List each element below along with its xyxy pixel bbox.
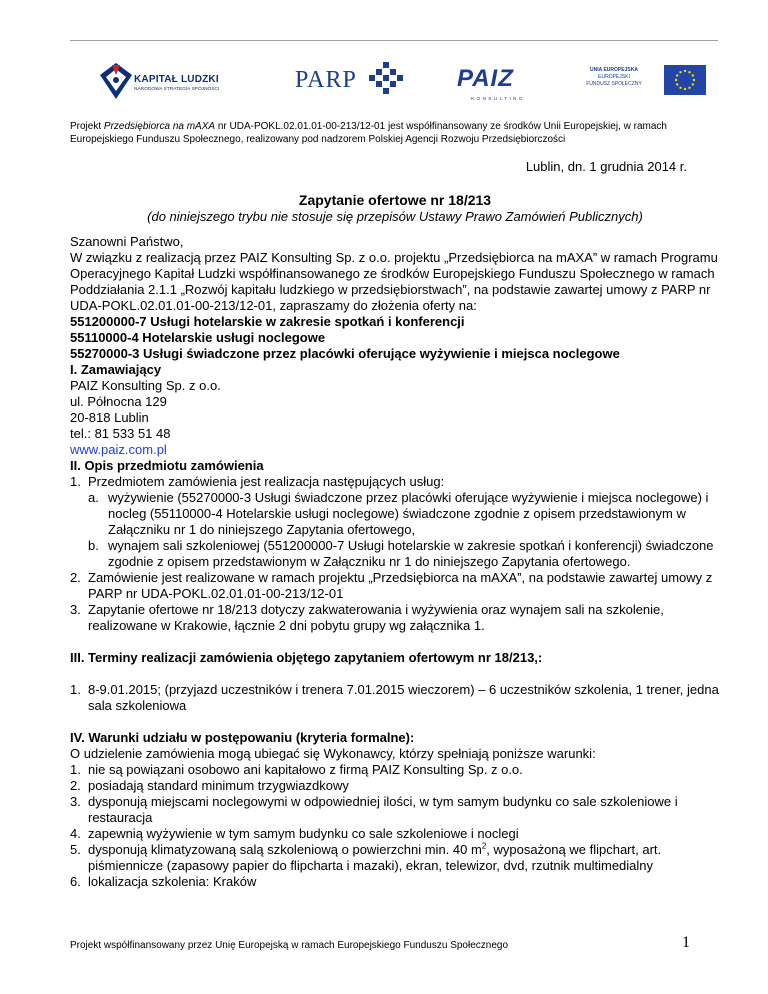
contractor-name: PAIZ Konsulting Sp. z o.o. xyxy=(70,378,221,393)
funding-note-project-name: Przedsiębiorca na mAXA xyxy=(103,121,216,132)
eu-star-icon xyxy=(684,70,686,72)
document-date: Lublin, dn. 1 grudnia 2014 r. xyxy=(525,159,687,174)
eu-star-icon xyxy=(692,74,694,76)
greeting: Szanowni Państwo, xyxy=(70,234,184,249)
eu-star-icon xyxy=(684,88,686,90)
eu-star-icon xyxy=(676,74,678,76)
document-title: Zapytanie ofertowe nr 18/213 xyxy=(298,192,492,208)
funding-note-rest: nr UDA-POKL.02.01.01-00-213/12-01 jest współfinansowany ze środków Unii Europejskiej, w ramach Europejskiego Funduszu Społecznego, realizowany pod nadzorem Polskiej Agencji Rozwoju Przedsiębiorczości xyxy=(70,121,667,145)
top-rule xyxy=(70,40,718,41)
section-4-intro: O udzielenie zamówienia mogą ubiegać się Wykonawcy, którzy spełniają poniższe warunki: xyxy=(70,746,596,761)
eu-star-icon xyxy=(676,83,678,85)
eu-logo-line3: FUNDUSZ SPOŁECZNY xyxy=(586,81,642,87)
document-body xyxy=(70,234,730,890)
page-number: 1 xyxy=(682,934,690,951)
contractor-city: 20-818 Lublin xyxy=(70,410,149,425)
section-4-item-2: 2. posiadają standard minimum trzygwiazdkowy xyxy=(70,778,349,793)
section-3-item-1: 1. 8-9.01.2015; (przyjazd uczestników i trenera 7.01.2015 wieczorem) – 6 uczestników szkolenia, 1 trener, jedna sala szkoleniowa xyxy=(70,682,719,713)
section-2-sub-item-a: a. wyżywienie (55270000-3 Usługi świadczone przez placówki oferujące wyżywienie i miejsca noclegowe) i nocleg (55110000-4 Hotelarskie usługi noclegowe) świadczone zgodnie z opisem przedstawionym w Załączniku nr 1 do niniejszego Zapytania ofertowego, xyxy=(88,490,709,537)
kapital-ludzki-title: KAPITAŁ LUDZKI xyxy=(134,74,219,85)
parp-logo-text: PARP xyxy=(295,67,357,93)
section-4-heading: IV. Warunki udziału w postępowaniu (kryteria formalne): xyxy=(70,730,415,745)
parp-emblem-icon xyxy=(369,61,403,95)
eu-star-icon xyxy=(693,79,695,81)
contractor-street: ul. Północna 129 xyxy=(70,394,167,409)
section-4-item-3: 3. dysponują miejscami noclegowymi w odpowiedniej ilości, w tym samym budynku co sale szkoleniowe i restauracja xyxy=(70,794,678,825)
spacer xyxy=(70,634,730,650)
eu-logo-text xyxy=(580,67,648,88)
contractor-phone: tel.: 81 533 51 48 xyxy=(70,426,171,441)
eu-logo-line1: UNIA EUROPEJSKA xyxy=(590,67,638,73)
funding-note-prefix: Projekt xyxy=(70,121,104,132)
section-2-sub-item-b: b. wynajem sali szkoleniowej (551200000-7 Usługi hotelarskie w zakresie spotkań i konferencji) świadczone zgodnie z opisem przedstawionym w Załączniku nr 1 do niniejszego Zapytania ofertowego. xyxy=(88,538,714,569)
cpv-code-3: 55270000-3 Usługi świadczone przez placówki oferujące wyżywienie i miejsca noclegowe xyxy=(70,346,620,361)
eu-star-icon xyxy=(675,79,677,81)
section-4-item-4: 4. zapewnią wyżywienie w tym samym budynku co sale szkoleniowe i noclegi xyxy=(70,826,519,841)
document-subtitle: (do niniejszego trybu nie stosuje się przepisów Ustawy Prawo Zamówień Publicznych) xyxy=(147,209,643,224)
eu-flag-icon xyxy=(664,65,706,95)
page-footer: Projekt współfinansowany przez Unię Europejską w ramach Europejskiego Funduszu Społecznego xyxy=(70,940,509,951)
cpv-code-2: 55110000-4 Hotelarskie usługi noclegowe xyxy=(70,330,326,345)
section-2-item-3: 3. Zapytanie ofertowe nr 18/213 dotyczy zakwaterowania i wyżywienia oraz wynajem sali na szkolenie, realizowane w Krakowie, łącznie 2 dni pobytu grupy wg załącznika 1. xyxy=(70,602,664,633)
spacer xyxy=(70,666,730,682)
section-3-heading: III. Terminy realizacji zamówienia objętego zapytaniem ofertowym nr 18/213,: xyxy=(70,650,543,665)
section-2-heading: II. Opis przedmiotu zamówienia xyxy=(70,458,264,473)
spacer xyxy=(70,714,730,730)
eu-star-icon xyxy=(679,87,681,89)
parp-logo xyxy=(295,55,405,105)
eu-star-icon xyxy=(692,83,694,85)
project-funding-note xyxy=(70,120,720,146)
eu-efs-logo xyxy=(580,55,720,105)
kapital-ludzki-emblem-icon xyxy=(98,61,134,101)
paiz-logo-subtitle: KONSULTING xyxy=(471,97,525,102)
kapital-ludzki-logo xyxy=(98,55,248,105)
paiz-logo xyxy=(455,55,545,105)
section-4-item-5: 5. dysponują klimatyzowaną salą szkoleniową o powierzchni min. 40 $m^2$, wyposażoną we flipchart, art. piśmiennicze (zapasowy papier do flipcharta i mazaki), ekran, telewizor, dvd, rzutnik multimedialny xyxy=(70,841,662,873)
cpv-code-1: 551200000-7 Usługi hotelarskie w zakresie spotkań i konferencji xyxy=(70,314,465,329)
eu-logo-line2: EUROPEJSKI xyxy=(598,74,630,80)
intro-paragraph: W związku z realizacją przez PAIZ Konsulting Sp. z o.o. projektu „Przedsiębiorca na mAXA” w ramach Programu Operacyjnego Kapitał Ludzki współfinansowanego ze środków Europejskiego Funduszu Społecznego w ramach Poddziałania 2.1.1 „Rozwój kapitału ludzkiego w przedsiębiorstwach”, na podstawie zawartej umowy z PARP nr UDA-POKL.02.01.01-00-213/12-01, zapraszamy do złożenia oferty na: xyxy=(70,250,718,313)
paiz-logo-text: PAIZ xyxy=(457,65,514,92)
kapital-ludzki-subtitle: NARODOWA STRATEGIA SPÓJNOŚCI xyxy=(134,87,220,92)
section-2-item-2: 2. Zamówienie jest realizowane w ramach projektu „Przedsiębiorca na mAXA”, na podstawie zawartej umowy z PARP nr UDA-POKL.02.01.01-00-213/12-01 xyxy=(70,570,713,601)
section-2-item-1: 1. Przedmiotem zamówienia jest realizacja następujących usług: xyxy=(70,474,445,489)
section-4-item-1: 1. nie są powiązani osobowo ani kapitałowo z firmą PAIZ Konsulting Sp. z o.o. xyxy=(70,762,523,777)
section-1-heading: I. Zamawiający xyxy=(70,362,162,377)
section-4-item-6: 6. lokalizacja szkolenia: Kraków xyxy=(70,874,257,889)
eu-star-icon xyxy=(688,87,690,89)
contractor-website-link[interactable]: www.paiz.com.pl xyxy=(70,442,167,457)
superscript-2: 2 xyxy=(481,841,487,851)
eu-star-icon xyxy=(688,71,690,73)
logo-strip xyxy=(70,55,718,110)
eu-star-icon xyxy=(679,71,681,73)
